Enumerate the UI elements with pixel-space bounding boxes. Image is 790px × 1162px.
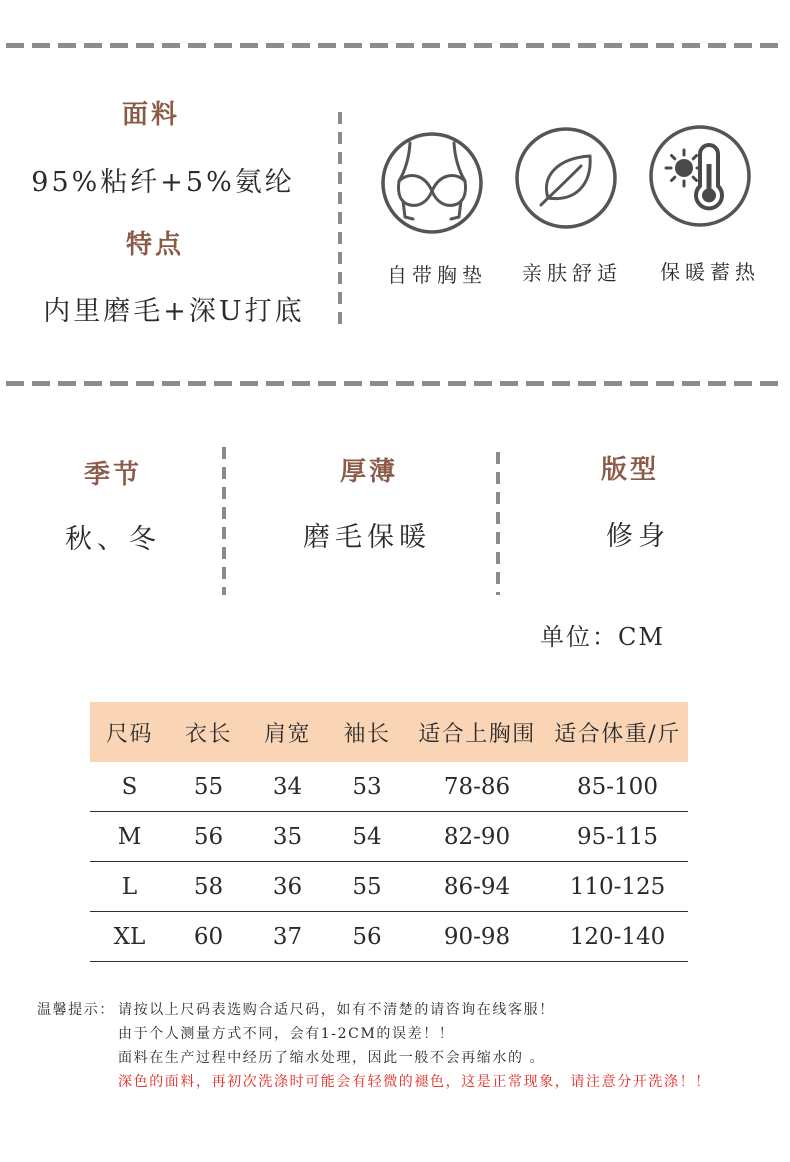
note-line: 请按以上尺码表选购合适尺码，如有不清楚的请咨询在线客服！ (118, 1002, 555, 1018)
notes-prefix: 温馨提示： (37, 1002, 115, 1018)
table-cell: 53 (327, 762, 407, 812)
notes-body (118, 998, 711, 1094)
column-header-size: 尺码 (90, 702, 169, 762)
thermometer-sun-icon (648, 124, 752, 228)
note-line: 由于个人测量方式不同，会有1-2CM的误差！！ (118, 1026, 455, 1042)
table-cell: 95-115 (547, 812, 688, 862)
table-cell: 60 (169, 912, 248, 962)
column-header-weight: 适合体重/斤 (547, 702, 688, 762)
table-cell: 110-125 (547, 862, 688, 912)
table-cell: 55 (327, 862, 407, 912)
badge-label-padded: 自带胸垫 (387, 263, 487, 287)
table-cell: 82-90 (407, 812, 547, 862)
table-cell: 120-140 (547, 912, 688, 962)
note-line: 面料在生产过程中经历了缩水处理，因此一般不会再缩水的 。 (118, 1050, 546, 1066)
washing-warning: 深色的面料，再初次洗涤时可能会有轻微的褪色，这是正常现象，请注意分开洗涤！！ (118, 1074, 711, 1090)
unit-label: 单位：CM (540, 623, 665, 651)
table-cell: 37 (248, 912, 327, 962)
table-cell: 55 (169, 762, 248, 812)
vertical-divider (222, 447, 226, 595)
table-cell: S (90, 762, 169, 812)
table-cell: 86-94 (407, 862, 547, 912)
vertical-divider (496, 452, 500, 595)
badge-label-skin-friendly: 亲肤舒适 (522, 261, 622, 285)
column-header-bust: 适合上胸围 (407, 702, 547, 762)
thickness-heading: 厚薄 (339, 457, 398, 487)
material-heading: 面料 (121, 100, 180, 130)
bra-icon (380, 131, 484, 235)
thickness-value: 磨毛保暖 (303, 522, 431, 553)
table-cell: XL (90, 912, 169, 962)
table-row (90, 762, 688, 812)
table-cell: 85-100 (547, 762, 688, 812)
table-row (90, 812, 688, 862)
feature-heading: 特点 (125, 230, 184, 260)
vertical-divider (338, 112, 342, 326)
leaf-icon (514, 126, 618, 230)
fit-value: 修身 (606, 521, 670, 552)
column-header-length: 衣长 (169, 702, 248, 762)
table-row (90, 912, 688, 962)
season-heading: 季节 (83, 460, 142, 490)
column-header-sleeve: 袖长 (327, 702, 407, 762)
table-cell: 90-98 (407, 912, 547, 962)
size-table (90, 702, 688, 962)
table-cell: 56 (327, 912, 407, 962)
table-cell: 35 (248, 812, 327, 862)
season-value: 秋、冬 (65, 524, 161, 555)
fit-heading: 版型 (600, 455, 659, 485)
material-value: 95%粘纤+5%氨纶 (31, 167, 295, 198)
table-cell: 34 (248, 762, 327, 812)
table-cell: 54 (327, 812, 407, 862)
table-cell: 36 (248, 862, 327, 912)
badge-label-warmth: 保暖蓄热 (660, 260, 760, 284)
table-cell: 58 (169, 862, 248, 912)
table-cell: 56 (169, 812, 248, 862)
table-header-row (90, 702, 688, 762)
feature-value: 内里磨毛+深U打底 (43, 296, 305, 327)
column-header-shoulder: 肩宽 (248, 702, 327, 762)
table-cell: L (90, 862, 169, 912)
table-cell: 78-86 (407, 762, 547, 812)
dashed-divider-top (6, 43, 786, 48)
dashed-divider-middle (6, 381, 786, 386)
table-row (90, 862, 688, 912)
table-cell: M (90, 812, 169, 862)
